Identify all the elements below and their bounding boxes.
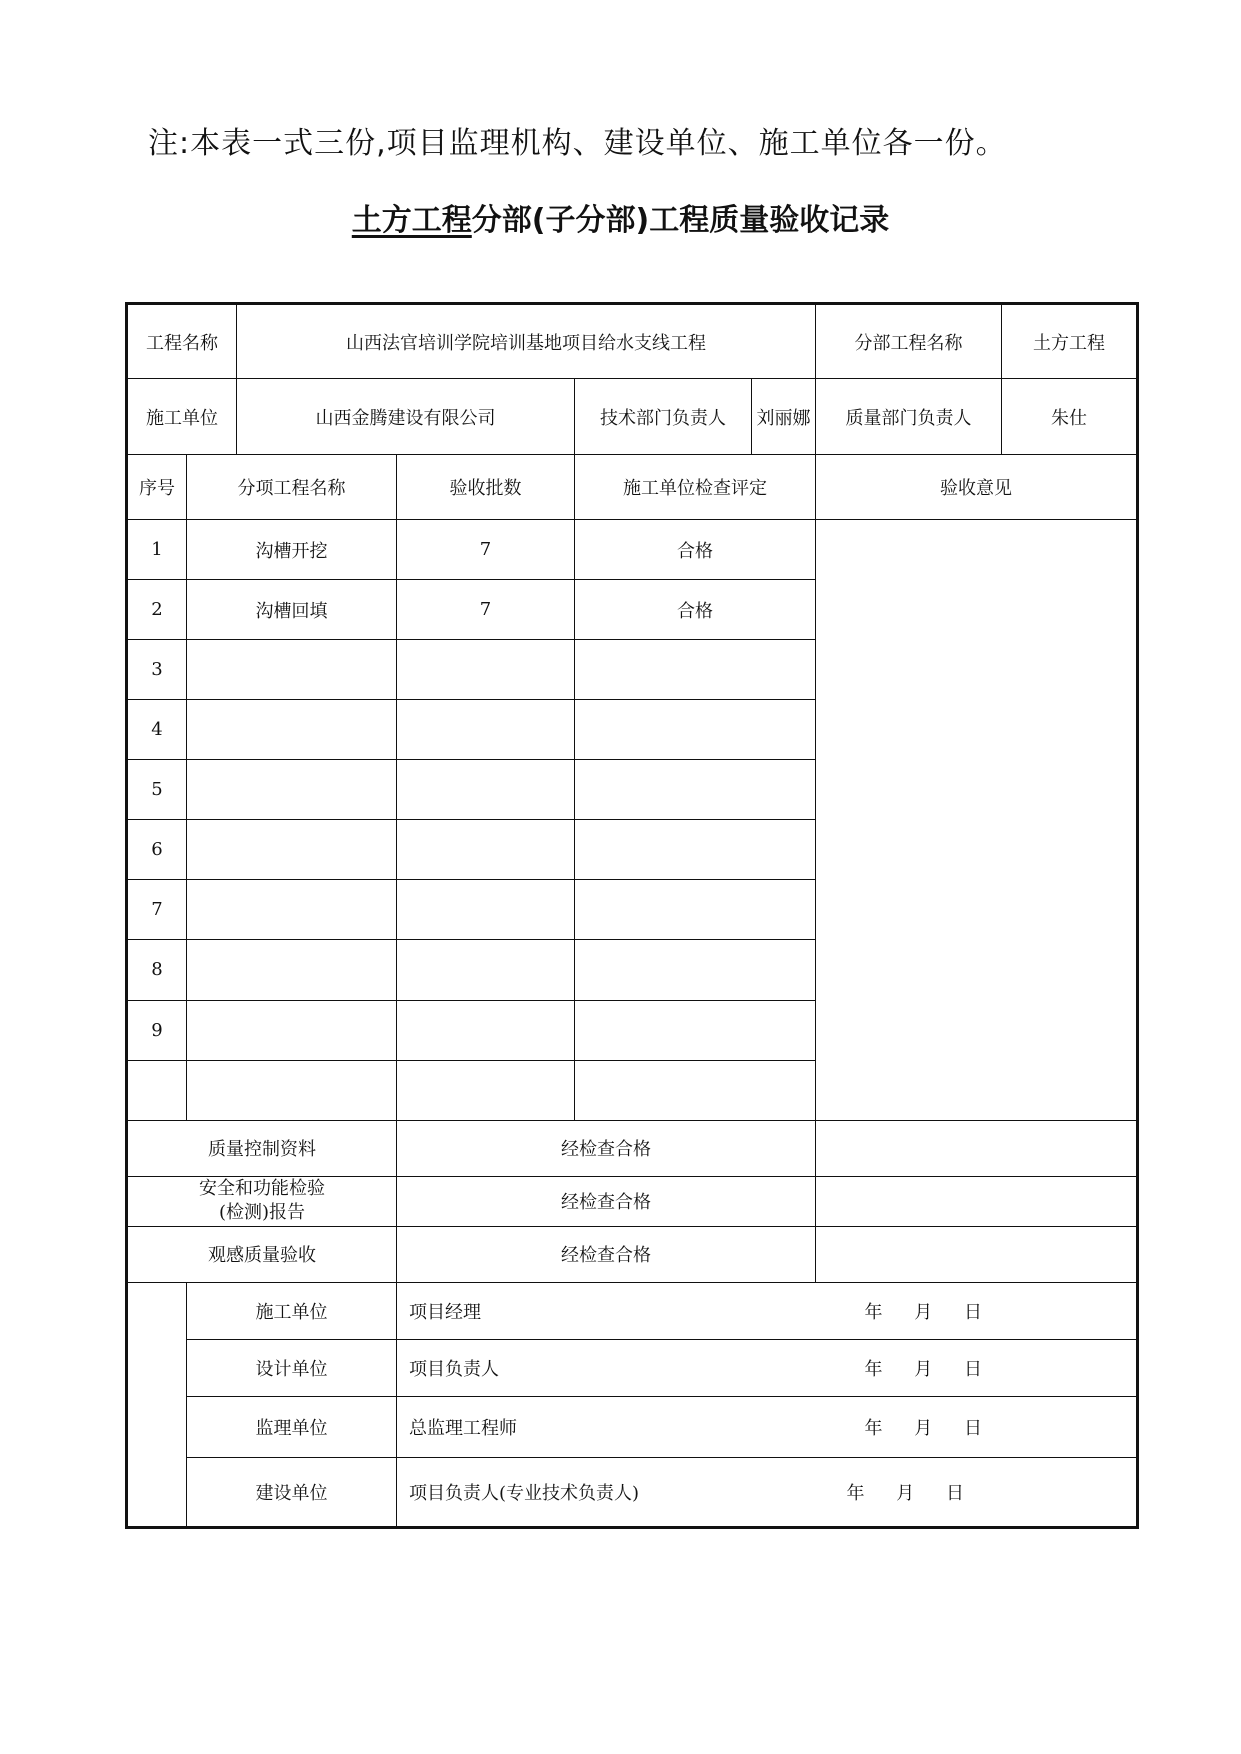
tech-head-cell: [575, 379, 816, 455]
signature-unit: 设计单位: [187, 1339, 397, 1396]
tech-head-label-box: [575, 379, 752, 454]
row-batches: 7: [397, 520, 575, 580]
row-item-name: [187, 760, 397, 820]
signature-role: 总监理工程师: [409, 1417, 517, 1439]
col-self-check: 施工单位检查评定: [575, 455, 816, 520]
row-item-name: 沟槽回填: [187, 580, 397, 640]
row-self-check: [575, 1000, 816, 1060]
row-no: 1: [127, 520, 187, 580]
signature-date: 年 月 日: [846, 1482, 964, 1504]
col-opinion: 验收意见: [816, 455, 1138, 520]
signature-unit: 建设单位: [187, 1457, 397, 1527]
quality-head-label: 质量部门负责人: [816, 379, 1002, 455]
col-batches: 验收批数: [397, 455, 575, 520]
sub-project-label: 分部工程名称: [816, 304, 1002, 379]
signature-row: [127, 1339, 1138, 1396]
row-no: 7: [127, 880, 187, 940]
sub-project-value: 土方工程: [1002, 304, 1138, 379]
row-self-check: [575, 820, 816, 880]
row-self-check: [575, 880, 816, 940]
signature-date: 年 月 日: [864, 1417, 982, 1439]
row-no: 9: [127, 1000, 187, 1060]
row-item-name: [187, 940, 397, 1000]
col-item-name: 分项工程名称: [187, 455, 397, 520]
row-self-check: [575, 1060, 816, 1120]
row-no: 5: [127, 760, 187, 820]
row-batches: [397, 760, 575, 820]
row-self-check: [575, 940, 816, 1000]
signature-field: [397, 1282, 1138, 1339]
signature-unit: 施工单位: [187, 1282, 397, 1339]
row-batches: [397, 700, 575, 760]
check-row-appearance: [127, 1226, 1138, 1282]
row-item-name: 沟槽开挖: [187, 520, 397, 580]
check-opinion: [816, 1226, 1138, 1282]
check-label: [127, 1176, 397, 1226]
check-label: 观感质量验收: [127, 1226, 397, 1282]
row-self-check: 合格: [575, 520, 816, 580]
signature-field: [397, 1457, 1138, 1527]
row-batches: [397, 1000, 575, 1060]
signature-role: 项目经理: [409, 1301, 481, 1323]
check-row-quality-docs: [127, 1120, 1138, 1176]
check-opinion: [816, 1120, 1138, 1176]
row-self-check: [575, 700, 816, 760]
row-no: 2: [127, 580, 187, 640]
form-note: 注:本表一式三份,项目监理机构、建设单位、施工单位各一份。: [148, 126, 1007, 161]
check-value: 经检查合格: [397, 1176, 816, 1226]
check-value: 经检查合格: [397, 1226, 816, 1282]
check-row-safety-report: [127, 1176, 1138, 1226]
signature-field: [397, 1339, 1138, 1396]
check-value: 经检查合格: [397, 1120, 816, 1176]
row-batches: 7: [397, 580, 575, 640]
row-no: [127, 1060, 187, 1120]
row-item-name: [187, 1000, 397, 1060]
check-opinion: [816, 1176, 1138, 1226]
signature-side-cell: [127, 1282, 187, 1527]
row-no: 6: [127, 820, 187, 880]
page-title: [0, 195, 1241, 239]
table-row: [127, 520, 1138, 580]
project-name-label: 工程名称: [127, 304, 237, 379]
row-batches: [397, 640, 575, 700]
header-row-project: [127, 304, 1138, 379]
row-item-name: [187, 1060, 397, 1120]
signature-row: [127, 1457, 1138, 1527]
signature-date: 年 月 日: [864, 1358, 982, 1380]
col-no: 序号: [127, 455, 187, 520]
tech-head-value: 刘丽娜: [756, 407, 811, 429]
signature-field: [397, 1396, 1138, 1457]
row-no: 3: [127, 640, 187, 700]
row-no: 8: [127, 940, 187, 1000]
row-batches: [397, 1060, 575, 1120]
title-underlined-part: 土方工程: [351, 203, 472, 238]
row-batches: [397, 940, 575, 1000]
row-item-name: [187, 700, 397, 760]
row-item-name: [187, 820, 397, 880]
acceptance-opinion-area: [816, 520, 1138, 1120]
row-batches: [397, 880, 575, 940]
check-label-line1: 安全和功能检验: [199, 1178, 325, 1200]
row-self-check: [575, 760, 816, 820]
project-name-value: 山西法官培训学院培训基地项目给水支线工程: [237, 304, 816, 379]
quality-head-value: 朱仕: [1002, 379, 1138, 455]
signature-row: [127, 1282, 1138, 1339]
row-self-check: 合格: [575, 580, 816, 640]
row-self-check: [575, 640, 816, 700]
check-label: 质量控制资料: [127, 1120, 397, 1176]
row-item-name: [187, 640, 397, 700]
row-no: 4: [127, 700, 187, 760]
row-item-name: [187, 880, 397, 940]
constructor-value: 山西金腾建设有限公司: [237, 379, 575, 455]
header-row-constructor: [127, 379, 1138, 455]
title-rest: 分部(子分部)工程质量验收记录: [471, 203, 890, 238]
check-label-line2: (检测)报告: [218, 1202, 306, 1224]
tech-head-value-box: [752, 379, 815, 454]
row-batches: [397, 820, 575, 880]
constructor-label: 施工单位: [127, 379, 237, 455]
signature-role: 项目负责人(专业技术负责人): [409, 1482, 640, 1504]
acceptance-record-table: [125, 302, 1139, 1529]
signature-row: [127, 1396, 1138, 1457]
signature-unit: 监理单位: [187, 1396, 397, 1457]
tech-head-label-text: 技术部门负责人: [600, 407, 726, 429]
column-header-row: [127, 455, 1138, 520]
signature-role: 项目负责人: [409, 1358, 499, 1380]
signature-date: 年 月 日: [864, 1301, 982, 1323]
